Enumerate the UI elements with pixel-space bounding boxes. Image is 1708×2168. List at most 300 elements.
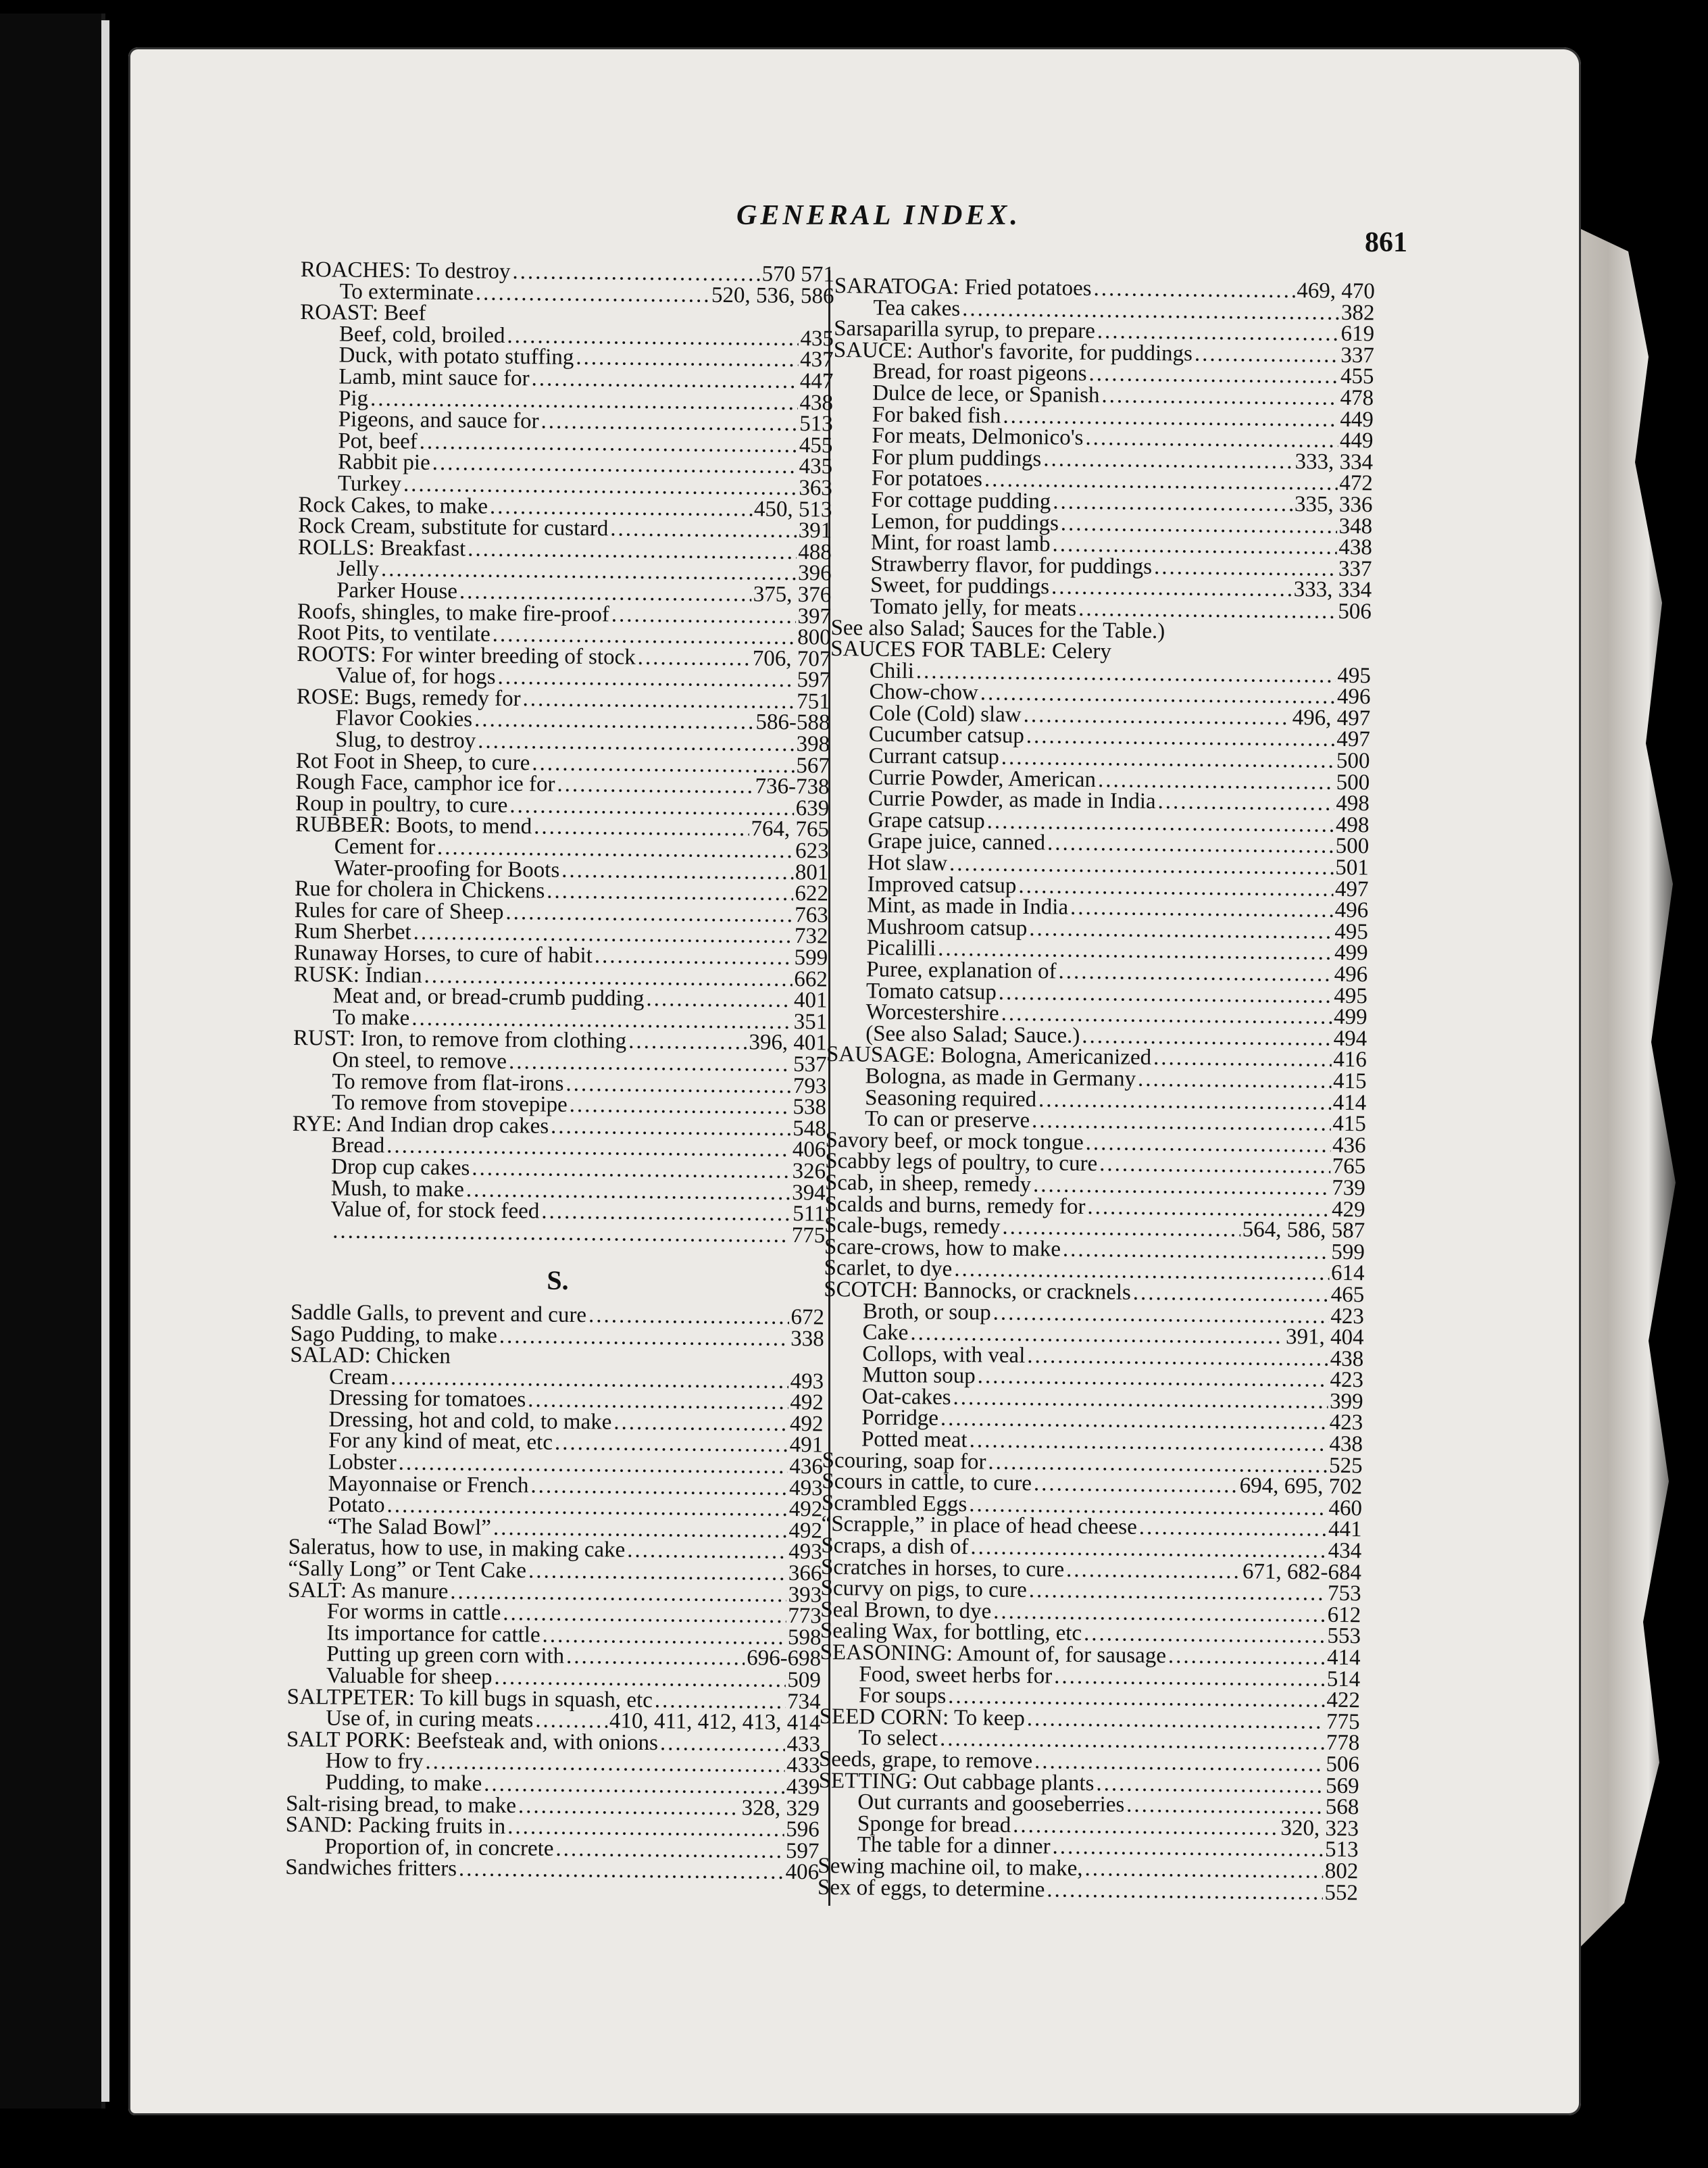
entry-text: Mayonnaise or French: [328, 1471, 529, 1498]
entry-text: Scouring, soap for: [822, 1448, 986, 1475]
leader-dots: [1101, 385, 1338, 409]
leader-dots: [1051, 577, 1292, 601]
index-entry: [291, 1221, 825, 1247]
entry-text: ROACHES: To destroy: [300, 257, 511, 284]
entry-pages: 499: [1334, 941, 1368, 966]
entry-pages: 492: [788, 1518, 823, 1544]
entry-text: Dressing for tomatoes: [328, 1385, 526, 1412]
leader-dots: [627, 1540, 786, 1563]
entry-pages: 397: [797, 603, 832, 629]
entry-pages: 520, 536, 586: [711, 282, 834, 309]
entry-pages: 639: [795, 795, 830, 821]
entry-text: Mutton soup: [861, 1362, 976, 1389]
entry-pages: 398: [796, 732, 830, 757]
leader-dots: [535, 1710, 607, 1733]
entry-text: To can or preserve: [864, 1106, 1030, 1133]
entry-text: For soups: [858, 1683, 947, 1709]
leader-dots: [555, 1838, 784, 1862]
entry-text: Currie Powder, as made in India: [868, 786, 1156, 814]
entry-text: Putting up green corn with: [326, 1642, 565, 1669]
entry-text: “The Salad Bowl”: [327, 1514, 492, 1540]
entry-pages: 567: [796, 753, 830, 779]
entry-text: Seeds, grape, to remove: [818, 1746, 1033, 1774]
entry-text: Duck, with potato stuffing: [338, 343, 574, 370]
entry-text: Dressing, hot and cold, to make: [328, 1407, 612, 1435]
leader-dots: [1168, 1646, 1325, 1669]
entry-pages: 406: [792, 1137, 826, 1162]
entry-pages: 410, 411, 412, 413, 414: [609, 1708, 821, 1735]
entry-pages: 351: [793, 1009, 828, 1035]
leader-dots: [432, 453, 797, 478]
entry-pages: 495: [1337, 663, 1372, 689]
entry-text: Proportion of, in concrete: [324, 1834, 554, 1861]
entry-text: Rot Foot in Sheep, to cure: [295, 748, 530, 775]
entry-text: For meats, Delmonico's: [872, 423, 1084, 451]
entry-text: To make: [332, 1005, 410, 1031]
entry-text: SALT: As manure: [287, 1577, 449, 1604]
entry-pages: 416: [1333, 1048, 1367, 1073]
leader-dots: [522, 689, 795, 712]
leader-dots: [1085, 428, 1338, 452]
entry-text: Worcestershire: [865, 1000, 999, 1026]
entry-text: Valuable for sheep: [326, 1663, 493, 1690]
entry-pages: 500: [1336, 748, 1370, 774]
entry-pages: 338: [790, 1326, 824, 1352]
leader-dots: [628, 1031, 747, 1054]
entry-text: To remove from stovepipe: [331, 1090, 568, 1118]
entry-pages: 472: [1339, 471, 1374, 496]
entry-text: Hot slaw: [867, 850, 948, 876]
entry-text: Sago Pudding, to make: [290, 1321, 498, 1348]
entry-pages: 438: [1338, 535, 1373, 560]
entry-pages: 496: [1334, 898, 1369, 923]
entry-text: SAND: Packing fruits in: [285, 1813, 506, 1840]
leader-dots: [638, 647, 751, 670]
entry-text: Root Pits, to ventilate: [297, 620, 491, 647]
leader-dots: [1084, 1858, 1323, 1882]
leader-dots: [1093, 278, 1295, 302]
leader-dots: [484, 1774, 784, 1798]
leader-dots: [988, 1452, 1327, 1477]
leader-dots: [1063, 1239, 1330, 1263]
leader-dots: [1027, 1346, 1328, 1370]
entry-text: Potted meat: [861, 1427, 968, 1453]
entry-pages: 672: [790, 1304, 825, 1330]
entry-pages: 491: [789, 1433, 824, 1458]
leader-dots: [1013, 1815, 1279, 1840]
entry-pages: 753: [1327, 1581, 1361, 1606]
page-title: GENERAL INDEX.: [736, 200, 1021, 231]
entry-pages: 497: [1334, 877, 1369, 902]
leader-dots: [1054, 1666, 1325, 1690]
leader-dots: [1061, 513, 1337, 537]
entry-text: Cole (Cold) slaw: [869, 701, 1022, 727]
entry-text: SAUCES FOR TABLE: Celery: [830, 637, 1112, 664]
entry-text: Roup in poultry, to cure: [295, 791, 508, 818]
leader-dots: [1024, 705, 1290, 729]
leader-dots: [611, 604, 796, 627]
entry-text: Its importance for cattle: [326, 1621, 541, 1648]
entry-pages: 662: [794, 966, 828, 992]
entry-text: Mint, for roast lamb: [870, 530, 1051, 557]
entry-text: SCOTCH: Bannocks, or cracknels: [824, 1277, 1132, 1305]
entry-text: SALTPETER: To kill bugs in squash, etc: [286, 1684, 653, 1713]
leader-dots: [595, 945, 793, 968]
entry-pages: 599: [794, 945, 828, 970]
entry-pages: 435: [800, 326, 834, 351]
entry-text: Scraps, a dish of: [821, 1533, 969, 1560]
entry-text: Rock Cakes, to make: [298, 492, 488, 519]
entry-pages: 414: [1332, 1090, 1367, 1115]
entry-pages: 366: [788, 1561, 822, 1586]
leader-dots: [1034, 1473, 1238, 1497]
entry-pages: 493: [788, 1539, 822, 1565]
leader-dots: [1195, 343, 1339, 366]
entry-pages: 696-698: [746, 1646, 822, 1671]
leader-dots: [499, 1325, 789, 1350]
entry-pages: 348: [1338, 514, 1373, 539]
entry-text: Sweet, for puddings: [870, 572, 1050, 599]
leader-dots: [509, 795, 794, 820]
entry-text: Pigeons, and sauce for: [338, 407, 539, 434]
entry-pages: 455: [799, 433, 833, 458]
page-number: 861: [1365, 227, 1407, 258]
entry-text: (See also Salad; Sauce.): [865, 1021, 1080, 1048]
entry-text: Salt-rising bread, to make: [285, 1791, 517, 1818]
entry-pages: 441: [1328, 1517, 1362, 1542]
index-entry: [285, 1857, 819, 1883]
entry-pages: 406: [785, 1860, 820, 1885]
leader-dots: [505, 902, 793, 927]
entry-text: Scrambled Eggs: [821, 1490, 968, 1517]
entry-text: For worms in cattle: [326, 1599, 501, 1626]
entry-pages: 438: [1330, 1346, 1364, 1371]
entry-text: For potatoes: [871, 466, 983, 492]
index-list-r: [291, 257, 834, 1248]
entry-text: Chili: [869, 658, 915, 683]
entry-text: Rough Face, camphor ice for: [295, 770, 555, 797]
entry-pages: 706, 707: [752, 646, 831, 672]
entry-pages: 694, 695, 702: [1239, 1473, 1363, 1500]
entry-pages: 586-588: [755, 710, 830, 736]
leader-dots: [1086, 1133, 1331, 1156]
leader-dots: [1070, 897, 1333, 922]
entry-text: Turkey: [337, 471, 402, 497]
entry-pages: 415: [1332, 1111, 1367, 1137]
entry-pages: 337: [1338, 556, 1372, 582]
entry-text: ROLLS: Breakfast: [297, 535, 466, 562]
leader-dots: [999, 982, 1332, 1007]
leader-dots: [332, 1221, 790, 1246]
entry-pages: 599: [1331, 1239, 1365, 1265]
entry-text: Scurvy on pigs, to cure: [820, 1576, 1028, 1603]
leader-dots: [993, 1302, 1329, 1327]
entry-pages: 494: [1333, 1026, 1367, 1052]
entry-pages: 736-738: [755, 774, 830, 799]
entry-text: Collops, with veal: [862, 1341, 1026, 1368]
entry-pages: 778: [1326, 1731, 1360, 1756]
entry-text: ROAST: Beef: [300, 300, 426, 326]
leader-dots: [1126, 1795, 1324, 1819]
entry-pages: 751: [797, 689, 830, 714]
entry-pages: 326: [792, 1158, 826, 1184]
leader-dots: [547, 881, 793, 905]
entry-text: Strawberry flavor, for puddings: [870, 551, 1153, 579]
section-letter: S.: [547, 1264, 569, 1296]
leader-dots: [1154, 557, 1336, 580]
entry-pages: 568: [1325, 1794, 1359, 1820]
entry-pages: 375, 376: [753, 582, 832, 608]
entry-pages: 765: [1332, 1154, 1366, 1179]
entry-pages: 598: [787, 1625, 822, 1650]
entry-pages: 497: [1336, 727, 1371, 752]
leader-dots: [459, 1859, 784, 1883]
entry-pages: 500: [1335, 834, 1370, 859]
entry-text: RYE: And Indian drop cakes: [292, 1111, 549, 1139]
entry-text: Runaway Horses, to cure of habit: [293, 940, 593, 968]
entry-text: SAUCE: Author's favorite, for puddings: [833, 337, 1193, 366]
entry-pages: 401: [793, 988, 828, 1013]
leader-dots: [541, 412, 797, 435]
entry-pages: 492: [788, 1497, 823, 1522]
entry-pages: 513: [1324, 1838, 1359, 1863]
entry-pages: 764, 765: [751, 816, 830, 842]
entry-text: Rum Sherbet: [294, 919, 411, 945]
entry-text: Improved catsup: [867, 872, 1017, 898]
entry-pages: 800: [797, 625, 831, 650]
leader-dots: [566, 1073, 791, 1097]
entry-text: Jelly: [336, 556, 380, 582]
entry-text: SALT PORK: Beefsteak and, with onions: [286, 1727, 659, 1755]
entry-text: Cucumber catsup: [868, 722, 1025, 749]
entry-pages: 328, 329: [741, 1795, 820, 1821]
entry-text: SEED CORN: To keep: [819, 1704, 1026, 1731]
leader-dots: [660, 1733, 785, 1755]
entry-pages: 495: [1334, 919, 1369, 945]
entry-text: On steel, to remove: [332, 1048, 507, 1074]
entry-text: Rock Cream, substitute for custard: [298, 514, 609, 541]
entry-pages: 422: [1326, 1687, 1361, 1713]
entry-text: Lamb, mint sauce for: [338, 364, 530, 391]
entry-text: Tomato catsup: [865, 979, 997, 1005]
entry-pages: 493: [788, 1475, 823, 1501]
entry-pages: 433: [786, 1731, 821, 1757]
leader-dots: [551, 1116, 790, 1139]
entry-pages: 569: [1325, 1773, 1359, 1798]
entry-pages: 333, 334: [1295, 449, 1374, 475]
entry-pages: 435: [799, 454, 833, 479]
entry-pages: 500: [1336, 770, 1370, 795]
entry-text: ROOTS: For winter breeding of stock: [297, 641, 636, 670]
entry-pages: 553: [1327, 1624, 1361, 1649]
entry-pages: 511: [793, 1202, 826, 1227]
entry-pages: 763: [795, 902, 828, 928]
entry-pages: 622: [795, 881, 829, 906]
leader-dots: [512, 262, 759, 285]
entry-pages: 496, 497: [1292, 706, 1371, 731]
entry-text: Rules for care of Sheep: [294, 897, 504, 925]
leader-dots: [1047, 1879, 1322, 1904]
entry-text: Bologna, as made in Germany: [865, 1064, 1136, 1091]
entry-text: SETTING: Out cabbage plants: [818, 1768, 1095, 1796]
entry-pages: 449: [1340, 407, 1374, 432]
entry-text: Pot, beef: [338, 428, 418, 454]
entry-pages: 460: [1328, 1496, 1363, 1521]
entry-pages: 488: [798, 539, 832, 565]
leader-dots: [1047, 833, 1334, 858]
entry-text: Pig: [338, 386, 369, 411]
entry-pages: 478: [1340, 385, 1374, 411]
entry-text: “Scrapple,” in place of head cheese: [821, 1512, 1138, 1540]
entry-pages: 614: [1330, 1261, 1365, 1286]
leader-dots: [503, 1603, 786, 1627]
entry-text: Cement for: [334, 834, 436, 860]
entry-pages: 436: [1332, 1133, 1366, 1158]
leader-dots: [1096, 1773, 1324, 1797]
entry-pages: 337: [1340, 343, 1374, 368]
leader-dots: [476, 282, 709, 306]
entry-pages: 773: [788, 1604, 822, 1629]
entry-pages: 447: [799, 369, 834, 394]
entry-pages: 423: [1329, 1410, 1363, 1435]
entry-text: Sewing machine oil, to make,: [818, 1853, 1083, 1881]
entry-text: Flavor Cookies: [335, 706, 473, 732]
entry-text: The table for a dinner: [857, 1832, 1051, 1859]
left-index-column: [284, 257, 834, 1885]
entry-pages: 498: [1336, 791, 1370, 816]
entry-pages: 596: [786, 1817, 820, 1842]
entry-text: Scours in cattle, to cure: [822, 1469, 1032, 1496]
entry-text: Currie Powder, American: [868, 765, 1097, 792]
entry-pages: 469, 470: [1297, 278, 1375, 304]
entry-text: ROSE: Bugs, remedy for: [296, 684, 521, 712]
entry-text: Sealing Wax, for bottling, etc: [820, 1619, 1082, 1646]
leader-dots: [468, 539, 796, 563]
entry-text: Tomato jelly, for meats: [870, 594, 1077, 621]
entry-text: For cottage pudding: [871, 487, 1051, 514]
leader-dots: [542, 1625, 786, 1648]
entry-text: Oat-cakes: [861, 1384, 951, 1410]
leader-dots: [588, 1305, 789, 1328]
entry-text: Currant catsup: [868, 743, 1000, 770]
entry-text: For any kind of meat, etc: [328, 1428, 553, 1456]
entry-pages: 414: [1326, 1645, 1361, 1671]
entry-text: Scab, in sheep, remedy: [824, 1170, 1032, 1198]
entry-text: Water-proofing for Boots: [334, 856, 560, 883]
entry-text: Food, sweet herbs for: [859, 1662, 1053, 1689]
leader-dots: [472, 1158, 790, 1182]
index-list-s: [285, 1302, 824, 1884]
leader-dots: [1038, 1089, 1331, 1114]
entry-text: Bread: [331, 1133, 385, 1158]
entry-pages: 438: [1329, 1431, 1363, 1457]
entry-pages: 619: [1340, 322, 1375, 347]
entry-pages: 363: [799, 476, 832, 501]
entry-text: Cake: [862, 1320, 909, 1346]
entry-pages: 671, 682-684: [1242, 1559, 1362, 1585]
leader-dots: [474, 710, 754, 734]
entry-text: Scale-bugs, remedy: [824, 1213, 1001, 1239]
entry-pages: 455: [1340, 364, 1374, 389]
leader-dots: [610, 519, 797, 542]
entry-text: Sarsaparilla syrup, to prepare: [833, 316, 1096, 344]
leader-dots: [555, 1433, 788, 1456]
entry-pages: 465: [1330, 1282, 1365, 1308]
entry-pages: 734: [786, 1689, 821, 1715]
leader-dots: [1058, 962, 1332, 986]
entry-text: Seal Brown, to dye: [820, 1597, 992, 1624]
entry-pages: 499: [1333, 1004, 1367, 1030]
entry-text: Sponge for bread: [857, 1811, 1011, 1838]
entry-text: Picalilli: [866, 935, 936, 962]
entry-text: Rabbit pie: [337, 449, 430, 476]
leader-dots: [916, 661, 1336, 687]
entry-text: Grape catsup: [868, 808, 985, 834]
entry-pages: 449: [1339, 428, 1374, 453]
entry-pages: 391, 404: [1285, 1325, 1364, 1350]
entry-pages: 382: [1340, 300, 1375, 325]
index-list-right: [818, 276, 1375, 1904]
entry-pages: 623: [795, 839, 829, 864]
entry-pages: 552: [1324, 1880, 1359, 1905]
entry-text: Scalds and burns, remedy for: [824, 1191, 1086, 1219]
leader-dots: [570, 1095, 791, 1118]
leader-dots: [1087, 1197, 1330, 1221]
entry-text: Sandwiches fritters: [284, 1855, 457, 1881]
leader-dots: [530, 1475, 787, 1499]
entry-pages: 496: [1336, 685, 1371, 710]
leader-dots: [1138, 1069, 1331, 1093]
leader-dots: [1043, 449, 1293, 472]
leader-dots: [1139, 1517, 1327, 1540]
entry-pages: 439: [786, 1774, 820, 1800]
entry-text: SALAD: Chicken: [290, 1343, 451, 1369]
entry-pages: 423: [1330, 1304, 1365, 1329]
entry-pages: 597: [785, 1838, 820, 1864]
leader-dots: [1066, 1559, 1240, 1582]
entry-text: To exterminate: [339, 279, 474, 305]
entry-text: Drop cup cakes: [330, 1154, 470, 1181]
entry-text: Porridge: [861, 1405, 939, 1431]
entry-text: SAUSAGE: Bologna, Americanized: [826, 1042, 1152, 1070]
entry-pages: 393: [788, 1582, 822, 1608]
entry-text: Sex of eggs, to determine: [817, 1875, 1045, 1902]
entry-pages: 335, 336: [1294, 492, 1373, 518]
entry-pages: 501: [1335, 855, 1370, 881]
entry-text: To remove from flat-irons: [332, 1069, 564, 1096]
entry-text: Mushroom catsup: [866, 914, 1028, 941]
leader-dots: [561, 860, 793, 883]
entry-text: SARATOGA: Fried potatoes: [834, 274, 1092, 301]
entry-text: Rue for cholera in Chickens: [294, 877, 545, 904]
entry-pages: 423: [1330, 1368, 1364, 1393]
leader-dots: [1026, 726, 1335, 750]
entry-text: RUBBER: Boots, to mend: [295, 812, 532, 839]
entry-text: Value of, for hogs: [335, 663, 496, 690]
binding-edge: [101, 20, 109, 2102]
entry-pages: 597: [797, 668, 831, 693]
leader-dots: [1088, 364, 1338, 387]
entry-pages: 739: [1332, 1175, 1366, 1201]
entry-text: Potato: [328, 1492, 385, 1518]
entry-text: To select: [858, 1725, 938, 1752]
entry-pages: 333, 334: [1293, 577, 1372, 603]
entry-pages: 492: [789, 1411, 824, 1437]
entry-pages: 509: [787, 1668, 822, 1693]
leader-dots: [1133, 1283, 1329, 1306]
entry-text: Mint, as made in India: [867, 893, 1069, 920]
entry-text: Meat and, or bread-crumb pudding: [332, 983, 645, 1012]
